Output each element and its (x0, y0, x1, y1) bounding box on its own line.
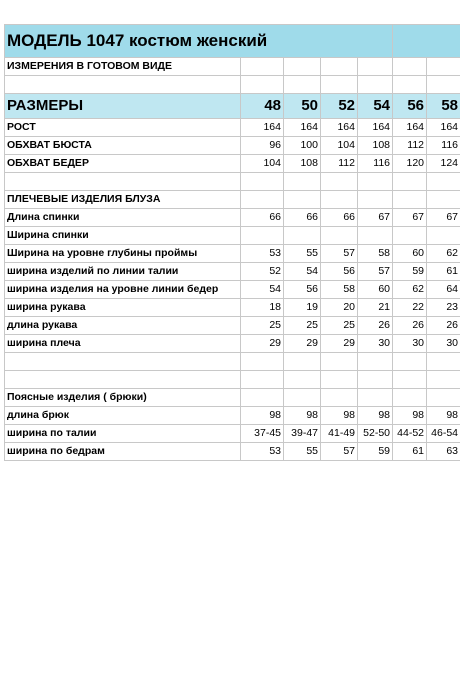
measurement-label: длина брюк (5, 407, 241, 425)
size-header: 54 (358, 94, 393, 119)
measurement-row (5, 245, 460, 263)
measurement-value: 66 (284, 209, 321, 227)
measurement-label: длина рукава (5, 317, 241, 335)
measurement-label: ширина рукава (5, 299, 241, 317)
measurement-value: 96 (241, 137, 284, 155)
measurement-value: 21 (358, 299, 393, 317)
measurement-value: 37-45 (241, 425, 284, 443)
subtitle: ИЗМЕРЕНИЯ В ГОТОВОМ ВИДЕ (5, 58, 241, 76)
title-fill (393, 25, 460, 58)
measurement-value: 54 (241, 281, 284, 299)
measurement-value: 164 (321, 119, 358, 137)
shoulder-measurements (5, 209, 460, 353)
measurement-row (5, 155, 460, 173)
measurement-value: 164 (284, 119, 321, 137)
measurement-row (5, 137, 460, 155)
empty-row (5, 371, 460, 389)
measurement-value (321, 227, 358, 245)
measurement-value: 53 (241, 443, 284, 461)
measurement-value: 29 (284, 335, 321, 353)
measurement-value: 98 (358, 407, 393, 425)
measurement-value: 52-50 (358, 425, 393, 443)
measurement-value: 116 (358, 155, 393, 173)
measurement-value: 66 (321, 209, 358, 227)
waist-section-title: Поясные изделия ( брюки) (5, 389, 241, 407)
measurement-value: 104 (241, 155, 284, 173)
measurement-value: 59 (393, 263, 427, 281)
measurement-value: 57 (358, 263, 393, 281)
measurement-label: Длина спинки (5, 209, 241, 227)
measurement-label: ОБХВАТ БЕДЕР (5, 155, 241, 173)
measurement-value: 67 (427, 209, 460, 227)
measurement-value: 108 (358, 137, 393, 155)
measurement-value: 56 (321, 263, 358, 281)
measurement-value: 52 (241, 263, 284, 281)
waist-section-row (5, 389, 460, 407)
measurement-value: 98 (427, 407, 460, 425)
measurement-value: 164 (241, 119, 284, 137)
measurement-row (5, 263, 460, 281)
measurement-row (5, 209, 460, 227)
measurement-value: 53 (241, 245, 284, 263)
measurement-label: ширина изделия на уровне линии бедер (5, 281, 241, 299)
shoulder-section-row (5, 191, 460, 209)
measurement-value: 29 (321, 335, 358, 353)
measurement-row (5, 299, 460, 317)
measurement-value (393, 227, 427, 245)
measurement-value (358, 227, 393, 245)
waist-measurements (5, 407, 460, 461)
measurement-value: 30 (358, 335, 393, 353)
measurement-row (5, 425, 460, 443)
empty-row (5, 353, 460, 371)
measurement-value: 57 (321, 443, 358, 461)
measurement-value: 60 (393, 245, 427, 263)
measurement-value: 57 (321, 245, 358, 263)
measurement-value: 61 (427, 263, 460, 281)
measurement-value: 66 (241, 209, 284, 227)
measurement-value: 25 (321, 317, 358, 335)
measurement-value: 164 (358, 119, 393, 137)
measurement-label: ширина изделий по линии талии (5, 263, 241, 281)
empty-row (5, 76, 460, 94)
size-header: 52 (321, 94, 358, 119)
measurement-value: 41-49 (321, 425, 358, 443)
measurement-label: ширина по талии (5, 425, 241, 443)
measurement-row (5, 335, 460, 353)
measurement-value: 100 (284, 137, 321, 155)
title-row (5, 25, 460, 58)
measurement-value: 116 (427, 137, 460, 155)
measurement-value: 60 (358, 281, 393, 299)
empty-row (5, 173, 460, 191)
measurement-value: 39-47 (284, 425, 321, 443)
measurement-value: 46-54 (427, 425, 460, 443)
measurement-value: 29 (241, 335, 284, 353)
measurement-value: 104 (321, 137, 358, 155)
measurement-row (5, 407, 460, 425)
measurement-value: 108 (284, 155, 321, 173)
measurement-value: 25 (284, 317, 321, 335)
measurement-row (5, 317, 460, 335)
measurement-value: 62 (393, 281, 427, 299)
measurement-label: Ширина спинки (5, 227, 241, 245)
measurement-value: 59 (358, 443, 393, 461)
sizes-header-row (5, 94, 460, 119)
measurement-value: 30 (393, 335, 427, 353)
measurement-value: 26 (358, 317, 393, 335)
measurement-value: 18 (241, 299, 284, 317)
measurement-value: 23 (427, 299, 460, 317)
document-title: МОДЕЛЬ 1047 костюм женский (5, 25, 393, 58)
size-header: 56 (393, 94, 427, 119)
measurement-value: 62 (427, 245, 460, 263)
measurement-value: 30 (427, 335, 460, 353)
size-chart-sheet (4, 24, 460, 461)
measurement-value: 22 (393, 299, 427, 317)
measurement-value: 61 (393, 443, 427, 461)
measurement-value: 67 (393, 209, 427, 227)
measurement-value: 58 (358, 245, 393, 263)
measurement-value: 25 (241, 317, 284, 335)
shoulder-section-title: ПЛЕЧЕВЫЕ ИЗДЕЛИЯ БЛУЗА (5, 191, 241, 209)
measurement-value: 19 (284, 299, 321, 317)
measurement-label: ОБХВАТ БЮСТА (5, 137, 241, 155)
measurement-value: 112 (393, 137, 427, 155)
sizes-label: РАЗМЕРЫ (5, 94, 241, 119)
measurement-label: Ширина на уровне глубины проймы (5, 245, 241, 263)
size-header: 48 (241, 94, 284, 119)
measurement-value: 120 (393, 155, 427, 173)
measurement-value: 58 (321, 281, 358, 299)
measurement-row (5, 281, 460, 299)
measurement-label: РОСТ (5, 119, 241, 137)
measurement-value: 124 (427, 155, 460, 173)
subtitle-row (5, 58, 460, 76)
measurement-value: 164 (393, 119, 427, 137)
measurement-value: 55 (284, 245, 321, 263)
measurement-value: 44-52 (393, 425, 427, 443)
measurement-value: 26 (427, 317, 460, 335)
general-measurements (5, 119, 460, 173)
size-table (4, 24, 460, 461)
measurement-value: 26 (393, 317, 427, 335)
measurement-value: 112 (321, 155, 358, 173)
measurement-value: 54 (284, 263, 321, 281)
measurement-value: 98 (321, 407, 358, 425)
measurement-label: ширина по бедрам (5, 443, 241, 461)
measurement-label: ширина плеча (5, 335, 241, 353)
measurement-value: 63 (427, 443, 460, 461)
measurement-row (5, 119, 460, 137)
measurement-value: 67 (358, 209, 393, 227)
measurement-value: 56 (284, 281, 321, 299)
measurement-row (5, 443, 460, 461)
measurement-value (284, 227, 321, 245)
measurement-value: 98 (393, 407, 427, 425)
measurement-row (5, 227, 460, 245)
measurement-value: 98 (284, 407, 321, 425)
measurement-value (427, 227, 460, 245)
size-header: 50 (284, 94, 321, 119)
size-header: 58 (427, 94, 460, 119)
measurement-value: 98 (241, 407, 284, 425)
measurement-value: 20 (321, 299, 358, 317)
measurement-value (241, 227, 284, 245)
measurement-value: 164 (427, 119, 460, 137)
measurement-value: 55 (284, 443, 321, 461)
measurement-value: 64 (427, 281, 460, 299)
